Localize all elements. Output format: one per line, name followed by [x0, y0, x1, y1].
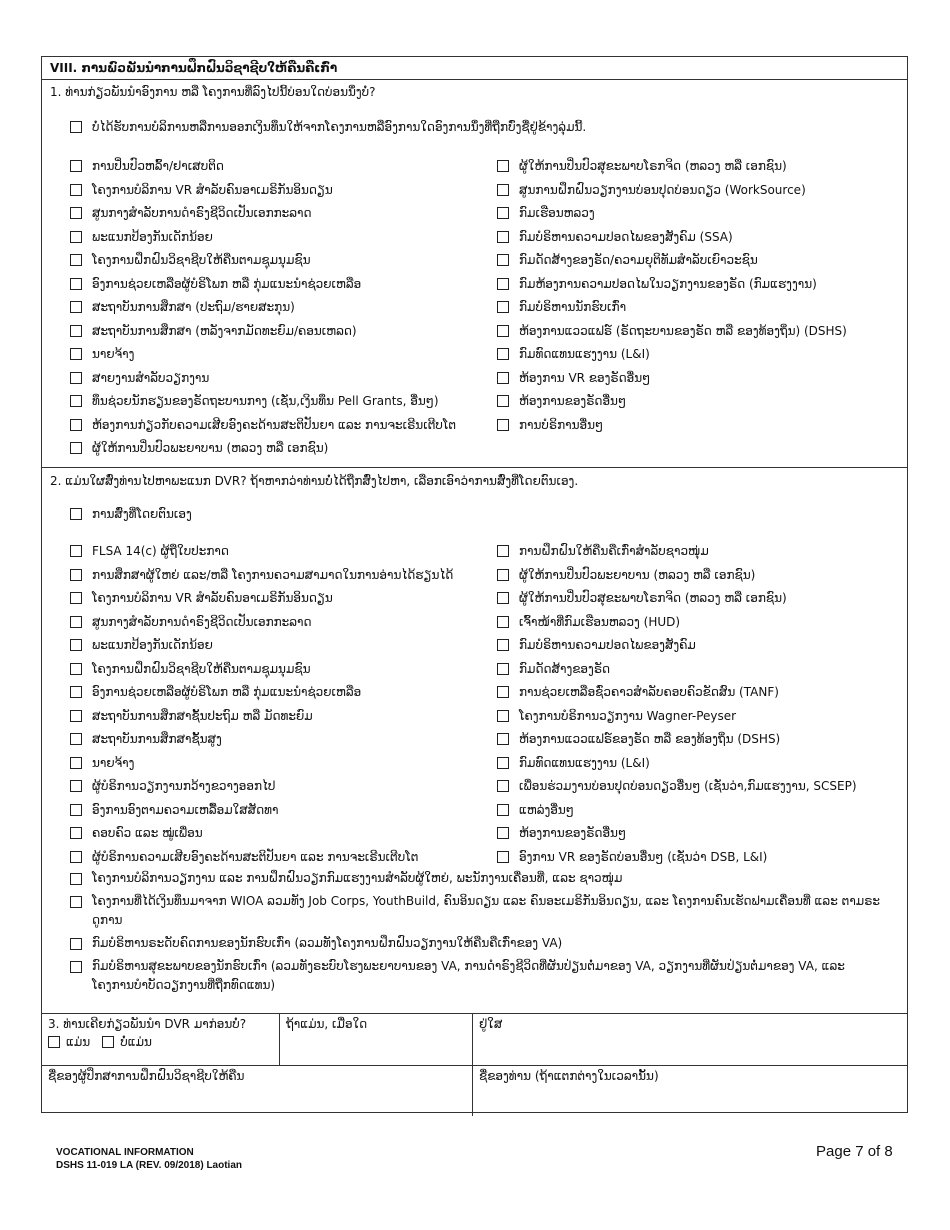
- checkbox[interactable]: [70, 804, 82, 816]
- checkbox-option[interactable]: [70, 319, 471, 343]
- checkbox[interactable]: [70, 442, 82, 454]
- checkbox[interactable]: [70, 160, 82, 172]
- checkbox-option[interactable]: [70, 413, 471, 437]
- checkbox-option[interactable]: [497, 610, 857, 634]
- checkbox-label: ແຫລ່ງອື່ນໆ: [519, 802, 574, 817]
- checkbox-option[interactable]: [70, 296, 471, 320]
- checkbox-option[interactable]: [70, 657, 471, 681]
- checkbox-option[interactable]: [497, 681, 857, 705]
- checkbox[interactable]: [70, 757, 82, 769]
- q3-no-label: ບໍ່ແມ່ນ: [120, 1035, 152, 1049]
- checkbox[interactable]: [497, 254, 509, 266]
- checkbox[interactable]: [497, 395, 509, 407]
- checkbox-option[interactable]: [497, 178, 847, 202]
- checkbox-option[interactable]: [497, 343, 847, 367]
- checkbox-option[interactable]: [497, 634, 857, 658]
- checkbox-label: ກົມບໍຣິຫານສຸຂະພາບຂອງນັກຮົບເກົ່າ (ລວມທັງຣະບົບໂຮງພະຍາບານຂອງ VA, ການດຳຣົງຊີວິດທີ່ຜັນປ່ຽນຕໍ່ມາຂອງ VA, ວຽກງານທີ່ຜັນປ່ຽນຕໍ່ມາຂອງ VA, ແລະ ໂຄງການບຳບັດວຽກງານທີ່ຖືກທົດແທນ): [92, 958, 845, 992]
- checkbox-option[interactable]: [70, 798, 471, 822]
- checkbox-label: ການຊ່ວຍເຫລືອຊົ່ວຄາວສຳລັບຄອບຄົວຂັດສົນ (TANF): [519, 685, 779, 700]
- checkbox[interactable]: [497, 419, 509, 431]
- q3-no-checkbox[interactable]: [102, 1036, 114, 1048]
- checkbox[interactable]: [70, 348, 82, 360]
- question-2-text: 2. ແມ່ນໃຜສົ່ງທ່ານໄປຫາພະແນກ DVR? ຖ້າຫາກວ່າທ່ານບໍ່ໄດ້ຖືກສົ່ງໄປຫາ, ເລືອກເອົາວ່າການສົ່ງທີ່ໂດຍຕົນເອງ.: [50, 474, 579, 488]
- checkbox-label: ການປິ່ນປົວຫລົ້າ/ຢາເສບຕິດ: [92, 159, 224, 174]
- checkbox[interactable]: [70, 639, 82, 651]
- checkbox[interactable]: [497, 663, 509, 675]
- checkbox[interactable]: [70, 545, 82, 557]
- checkbox[interactable]: [497, 207, 509, 219]
- checkbox-label: ໂຄງການທີ່ໄດ້ເງິນທຶນມາຈາກ WIOA ລວມທັງ Job Corps, YouthBuild, ຄົນອິນດຽນ ແລະ ຄົນອະເມຣິກັນອິນດຽນ, ແລະ ໂຄງການຄົນເຮັດຟາມເຄື່ອນທີ່ ແລະ ຕາມຣະດູການ: [92, 893, 880, 927]
- checkbox-label: ເຈົ້າໜ້າທີ່ກົມເຮືອນຫລວງ (HUD): [519, 614, 681, 629]
- checkbox-option[interactable]: [497, 155, 847, 179]
- checkbox[interactable]: [70, 325, 82, 337]
- checkbox-option[interactable]: [497, 587, 857, 611]
- checkbox-label: ອົງການຊ່ວຍເຫລືອຜູ້ບໍຣິໂພກ ຫລື ກຸ່ມແນະນຳຊ່ວຍເຫລືອ: [92, 276, 362, 291]
- checkbox-label: ຫ້ອງການແວວແຟຣ໌ຂອງຣັດ ຫລື ຂອງທ້ອງຖິ່ນ (DSHS): [519, 732, 781, 747]
- checkbox[interactable]: [70, 896, 82, 908]
- checkbox-label: ຫ້ອງການຂອງຣັດອື່ນໆ: [519, 394, 627, 409]
- q3-yes-checkbox[interactable]: [48, 1036, 60, 1048]
- checkbox[interactable]: [497, 616, 509, 628]
- checkbox-label: ໂຄງການບໍລິການ VR ສຳລັບຄົນອາເມຣິກັນອິນດຽນ: [92, 182, 333, 197]
- checkbox-label: ພະແນກປ້ອງກັນເດັກນ້ອຍ: [92, 638, 213, 653]
- checkbox-option[interactable]: [70, 957, 907, 995]
- checkbox-option[interactable]: [497, 751, 857, 775]
- bottom-table: [42, 1013, 907, 1115]
- checkbox[interactable]: [70, 592, 82, 604]
- checkbox[interactable]: [70, 301, 82, 313]
- checkbox-label: ໂຄງການບໍຣິການວຽກງານ Wagner-Peyser: [519, 708, 737, 723]
- checkbox-label: ກົມດັດສ້າງຂອງຣັດ/ຄວາມຍຸຕິທັມສຳລັບເຍົາວະຊົນ: [519, 253, 758, 268]
- checkbox-label: ກົມທົດແທນແຮງງານ (L&I): [519, 755, 650, 770]
- form-frame: [41, 56, 908, 1113]
- section-number: VIII.: [50, 61, 78, 75]
- checkbox[interactable]: [497, 231, 509, 243]
- checkbox-label: ຜູ້ບໍຣິການວຽກງານກວ້າງຂວາງອອກໄປ: [92, 779, 276, 794]
- checkbox-option[interactable]: [497, 249, 847, 273]
- checkbox-option[interactable]: [70, 822, 471, 846]
- checkbox-option[interactable]: [70, 202, 471, 226]
- checkbox[interactable]: [497, 592, 509, 604]
- q2-self-label: ການສົ່ງທີ່ໂດຍຕົນເອງ: [92, 506, 192, 521]
- your-name-cell[interactable]: [473, 1066, 907, 1116]
- checkbox-label: ກົມບໍຣິຫານຄວາມປອດໄພຂອງສັງຄົມ: [519, 638, 696, 653]
- checkbox-label: ນາຍຈ້າງ: [92, 755, 135, 770]
- checkbox-label: ຜູ້ໃຫ້ການປິ່ນປົວພະຍາບານ (ຫລວງ ຫລື ເອກຊົນ): [519, 567, 756, 582]
- checkbox-option[interactable]: [497, 728, 857, 752]
- checkbox-label: ນາຍຈ້າງ: [92, 347, 135, 362]
- q1-options: [42, 155, 907, 461]
- checkbox-label: ຫ້ອງການຂອງຣັດອື່ນໆ: [519, 826, 627, 841]
- checkbox-option[interactable]: [70, 751, 471, 775]
- checkbox[interactable]: [70, 395, 82, 407]
- checkbox-option[interactable]: [70, 178, 471, 202]
- question-1: [42, 79, 907, 460]
- question-2: [42, 467, 907, 999]
- checkbox[interactable]: [70, 419, 82, 431]
- checkbox[interactable]: [70, 207, 82, 219]
- checkbox[interactable]: [497, 780, 509, 792]
- checkbox-option[interactable]: [70, 869, 907, 888]
- footer-line-1: VOCATIONAL INFORMATION: [56, 1147, 194, 1158]
- checkbox[interactable]: [70, 508, 82, 520]
- checkbox[interactable]: [70, 184, 82, 196]
- checkbox-option[interactable]: [497, 413, 847, 437]
- checkbox[interactable]: [497, 686, 509, 698]
- checkbox-option[interactable]: [70, 728, 471, 752]
- checkbox-option[interactable]: [70, 563, 471, 587]
- checkbox-label: ສະຖາບັນການສຶກສາ (ຫລັງຈາກມັດທະຍົມ/ຄອນເຫລດ): [92, 323, 357, 338]
- checkbox-option[interactable]: [70, 437, 471, 461]
- counselor-name-label: ຊື່ຂອງຜູ້ປຶກສາການຝຶກຝົນວິຊາຊີບໃຫ້ຄືນ: [48, 1069, 245, 1083]
- checkbox[interactable]: [497, 545, 509, 557]
- checkbox-label: ອົງການ VR ຂອງຣັດບ່ອນອື່ນໆ (ເຊັ່ນວ່າ DSB, L&I): [519, 849, 768, 864]
- checkbox-label: ກົມຫ້ອງການຄວາມປອດໄພໃນວຽກງານຂອງຣັດ (ກົມແຮງງານ): [519, 276, 817, 291]
- checkbox[interactable]: [70, 733, 82, 745]
- your-name-label: ຊື່ຂອງທ່ານ (ຖ້າແຕກຕ່າງໃນເວລານັ້ນ): [479, 1069, 659, 1083]
- q3-where-label: ຢູ່ໃສ: [479, 1017, 503, 1031]
- checkbox-option[interactable]: [70, 892, 907, 930]
- q3-when-label: ຖ້າແມ່ນ, ເມື່ອໃດ: [286, 1017, 368, 1031]
- checkbox[interactable]: [70, 873, 82, 885]
- checkbox-option[interactable]: [70, 934, 907, 953]
- checkbox-label: ສູນກາງສຳລັບການດຳຣົງຊີວິດເປັນເອກກະລາດ: [92, 206, 312, 221]
- checkbox[interactable]: [497, 804, 509, 816]
- checkbox-option[interactable]: [497, 319, 847, 343]
- checkbox-option[interactable]: [70, 704, 471, 728]
- checkbox[interactable]: [70, 569, 82, 581]
- q1-left-column: [42, 155, 471, 461]
- checkbox[interactable]: [70, 827, 82, 839]
- checkbox[interactable]: [497, 569, 509, 581]
- checkbox[interactable]: [497, 710, 509, 722]
- checkbox[interactable]: [497, 851, 509, 863]
- checkbox-label: ກົມບໍຣິຫານຣະດັບຄົດການຂອງນັກຮົບເກົ່າ (ລວມທັງໂຄງການຝຶກຝົນວຽກງານໃຫ້ຄືນຄືເກົ່າຂອງ VA): [92, 935, 563, 950]
- counselor-name-cell[interactable]: [42, 1066, 473, 1116]
- q1-none-option[interactable]: [42, 115, 907, 139]
- checkbox-label: ສະຖາບັນການສຶກສາ (ປະຖົມ/ຮາຍສະກຸນ): [92, 300, 295, 315]
- q2-left-column: [42, 540, 471, 869]
- checkbox-option[interactable]: [70, 540, 471, 564]
- checkbox-option[interactable]: [70, 249, 471, 273]
- checkbox-label: ເພື່ອນຮ່ວມງານບ່ອນປຸດບ່ອນດຽວອື່ນໆ (ເຊັ່ນວ່າ,ກົມແຮງງານ, SCSEP): [519, 779, 857, 794]
- checkbox-label: ກົມເຮືອນຫລວງ: [519, 206, 595, 221]
- checkbox[interactable]: [497, 372, 509, 384]
- q3-yes-label: ແມ່ນ: [66, 1035, 91, 1049]
- checkbox[interactable]: [70, 663, 82, 675]
- checkbox-option[interactable]: [497, 822, 857, 846]
- checkbox-label: ສູນການຝຶກຝົນວຽກງານບ່ອນປຸດບ່ອນດຽວ (WorkSource): [519, 182, 806, 197]
- checkbox-option[interactable]: [497, 366, 847, 390]
- checkbox-label: ຄອບຄົວ ແລະ ໝູ່ເພື່ອນ: [92, 826, 203, 841]
- checkbox[interactable]: [497, 325, 509, 337]
- checkbox-label: FLSA 14(c) ຜູ້ຖືໃບປະກາດ: [92, 544, 229, 559]
- checkbox-option[interactable]: [70, 343, 471, 367]
- checkbox-option[interactable]: [497, 296, 847, 320]
- checkbox-label: ກົມດັດສ້າງຂອງຣັດ: [519, 661, 611, 676]
- checkbox[interactable]: [70, 616, 82, 628]
- checkbox[interactable]: [70, 851, 82, 863]
- checkbox-label: ການບໍຣິການອື່ນໆ: [519, 417, 604, 432]
- checkbox-label: ສູນກາງສຳລັບການດຳຣົງຊີວິດເປັນເອກກະລາດ: [92, 614, 312, 629]
- checkbox[interactable]: [497, 348, 509, 360]
- checkbox-label: ສະຖາບັນການສຶກສາຊັ້ນສູງ: [92, 732, 222, 747]
- checkbox-option[interactable]: [497, 540, 857, 564]
- checkbox-option[interactable]: [70, 845, 471, 869]
- q3-options: [48, 1035, 273, 1049]
- checkbox-label: ອົງການຊ່ວຍເຫລືອຜູ້ບໍຣິໂພກ ຫລື ກຸ່ມແນະນຳຊ່ວຍເຫລືອ: [92, 685, 362, 700]
- checkbox-label: ພະແນກປ້ອງກັນເດັກນ້ອຍ: [92, 229, 213, 244]
- checkbox-label: ກົມບໍຣິຫານຄວາມປອດໄພຂອງສັງຄົມ (SSA): [519, 229, 733, 244]
- footer-form-info: [56, 1146, 242, 1172]
- q1-none-label: ບໍ່ໄດ້ຮັບການບໍລິການຫລືການອອກເງິນທຶນໃຫ້ຈາກໂຄງການຫລືອົງການໃດອົງການນຶ່ງທີ່ຖືກບົ່ງຊື່ຢູ່ຂ້າງລຸ່ມນີ້.: [92, 119, 587, 134]
- checkbox-label: ອົງການອົງຕາມຄວາມເຫລື້ອມໃສສັດທາ: [92, 802, 279, 817]
- q2-options: [42, 540, 907, 869]
- checkbox-option[interactable]: [497, 563, 857, 587]
- checkbox[interactable]: [70, 686, 82, 698]
- checkbox[interactable]: [497, 733, 509, 745]
- checkbox-label: ໂຄງການບໍລິການ VR ສຳລັບຄົນອາເມຣິກັນອິນດຽນ: [92, 591, 333, 606]
- question-1-text: 1. ທ່ານກ່ຽວພັນນຳອົງການ ຫລື ໂຄງການທີ່ລົງໄປນີ້ບ່ອນໃດບ່ອນນຶ່ງບໍ່?: [50, 85, 376, 99]
- checkbox[interactable]: [70, 231, 82, 243]
- q2-full-width-options: [42, 869, 907, 995]
- footer-line-2: DSHS 11-019 LA (REV. 09/2018) Laotian: [56, 1160, 243, 1171]
- checkbox-option[interactable]: [70, 225, 471, 249]
- checkbox-label: ໂຄງການຝຶກຝົນວິຊາຊີບໃຫ້ຄືນຕາມຊຸມນຸມຊົນ: [92, 253, 311, 268]
- checkbox-option[interactable]: [497, 704, 857, 728]
- checkbox[interactable]: [497, 827, 509, 839]
- checkbox-label: ຫ້ອງການ VR ຂອງຣັດອື່ນໆ: [519, 370, 651, 385]
- checkbox-label: ການສຶກສາຜູ້ໃຫຍ່ ແລະ/ຫລື ໂຄງການຄວາມສາມາດໃນການອ່ານໄດ້ຮຽນໄດ້: [92, 567, 454, 582]
- checkbox-option[interactable]: [70, 587, 471, 611]
- checkbox-label: ໂຄງການຝຶກຝົນວິຊາຊີບໃຫ້ຄືນຕາມຊຸມນຸມຊົນ: [92, 661, 311, 676]
- checkbox-option[interactable]: [70, 366, 471, 390]
- checkbox[interactable]: [497, 278, 509, 290]
- checkbox[interactable]: [497, 301, 509, 313]
- section-title: [42, 57, 907, 80]
- checkbox-option[interactable]: [70, 155, 471, 179]
- checkbox-option[interactable]: [497, 225, 847, 249]
- checkbox-label: ສະຖາບັນການສຶກສາຊັ້ນປະຖົມ ຫລື ມັດທະຍົມ: [92, 708, 313, 723]
- checkbox-option[interactable]: [497, 775, 857, 799]
- checkbox[interactable]: [497, 757, 509, 769]
- page-number: Page 7 of 8: [816, 1143, 893, 1160]
- checkbox-option[interactable]: [70, 634, 471, 658]
- checkbox[interactable]: [70, 372, 82, 384]
- checkbox[interactable]: [70, 710, 82, 722]
- q3-text: 3. ທ່ານເຄີຍກ່ຽວພັນນຳ DVR ມາກ່ອນບໍ່?: [48, 1017, 247, 1031]
- checkbox-label: ທຶນຊ່ວຍນັກຮຽນຂອງຣັດຖະບານກາງ (ເຊັ່ນ,ເງິນທຶນ Pell Grants, ອື່ນໆ): [92, 394, 439, 409]
- checkbox-label: ຜູ້ໃຫ້ການປິ່ນປົວສຸຂະພາບໂຣກຈິດ (ຫລວງ ຫລື ເອກຊົນ): [519, 159, 787, 174]
- checkbox-option[interactable]: [497, 272, 847, 296]
- checkbox-option[interactable]: [70, 610, 471, 634]
- checkbox[interactable]: [497, 184, 509, 196]
- checkbox[interactable]: [70, 961, 82, 973]
- q2-self-option[interactable]: [42, 502, 907, 526]
- section-title-text: ການພົວພັນນຳການຝຶກຝົນວິຊາຊີບໃຫ້ຄືນຄືເກົ່າ: [81, 61, 338, 75]
- checkbox-label: ຜູ້ໃຫ້ການປິ່ນປົວສຸຂະພາບໂຣກຈິດ (ຫລວງ ຫລື ເອກຊົນ): [519, 591, 787, 606]
- q1-right-column: [471, 155, 847, 461]
- q3-cell: [42, 1014, 280, 1065]
- q3-where-cell[interactable]: [473, 1014, 907, 1065]
- checkbox-option[interactable]: [497, 798, 857, 822]
- q2-right-column: [471, 540, 857, 869]
- checkbox-label: ຜູ້ບໍຣິການຄວາມເສີຍອົງຄະດ້ານສະຕິປັນຍາ ແລະ ການຈະເຣີນເຕີບໂຕ: [92, 849, 419, 864]
- checkbox[interactable]: [70, 121, 82, 133]
- checkbox[interactable]: [70, 938, 82, 950]
- checkbox[interactable]: [70, 278, 82, 290]
- checkbox-option[interactable]: [497, 390, 847, 414]
- checkbox-option[interactable]: [70, 775, 471, 799]
- checkbox-label: ກົມບໍຣິຫານນັກຮົບເກົ່າ: [519, 300, 627, 315]
- checkbox-label: ສາຍງານສຳລັບວຽກງານ: [92, 370, 210, 385]
- checkbox-label: ຫ້ອງການແວວແຟຣ໌ (ຣັດຖະບານຂອງຣັດ ຫລື ຂອງທ້ອງຖິ່ນ) (DSHS): [519, 323, 847, 338]
- q3-when-cell[interactable]: [280, 1014, 473, 1065]
- checkbox-label: ກົມທົດແທນແຮງງານ (L&I): [519, 347, 650, 362]
- checkbox-option[interactable]: [497, 202, 847, 226]
- checkbox[interactable]: [497, 639, 509, 651]
- checkbox-option[interactable]: [70, 272, 471, 296]
- checkbox[interactable]: [70, 254, 82, 266]
- checkbox-label: ຫ້ອງການກ່ຽວກັບຄວາມເສີຍອົງຄະດ້ານສະຕິປັນຍາ ແລະ ການຈະເຣີນເຕີບໂຕ: [92, 417, 457, 432]
- checkbox-option[interactable]: [70, 681, 471, 705]
- checkbox-option[interactable]: [70, 390, 471, 414]
- checkbox[interactable]: [70, 780, 82, 792]
- checkbox[interactable]: [497, 160, 509, 172]
- checkbox-option[interactable]: [497, 657, 857, 681]
- checkbox-label: ໂຄງການບໍລິການວຽກງານ ແລະ ການຝຶກຝົນວຽກກົມແຮງງານສຳລັບຜູ້ໃຫຍ່, ພະນັກງານເຄື່ອນທີ່, ແລະ ຊາວໜຸ່ມ: [92, 870, 623, 885]
- checkbox-label: ຜູ້ໃຫ້ການປິ່ນປົວພະຍາບານ (ຫລວງ ຫລື ເອກຊົນ): [92, 441, 329, 456]
- checkbox-label: ການຝຶກຝົນໃຫ້ຄືນຄືເກົ່າສຳລັບຊາວໜຸ່ມ: [519, 544, 709, 559]
- checkbox-option[interactable]: [497, 845, 857, 869]
